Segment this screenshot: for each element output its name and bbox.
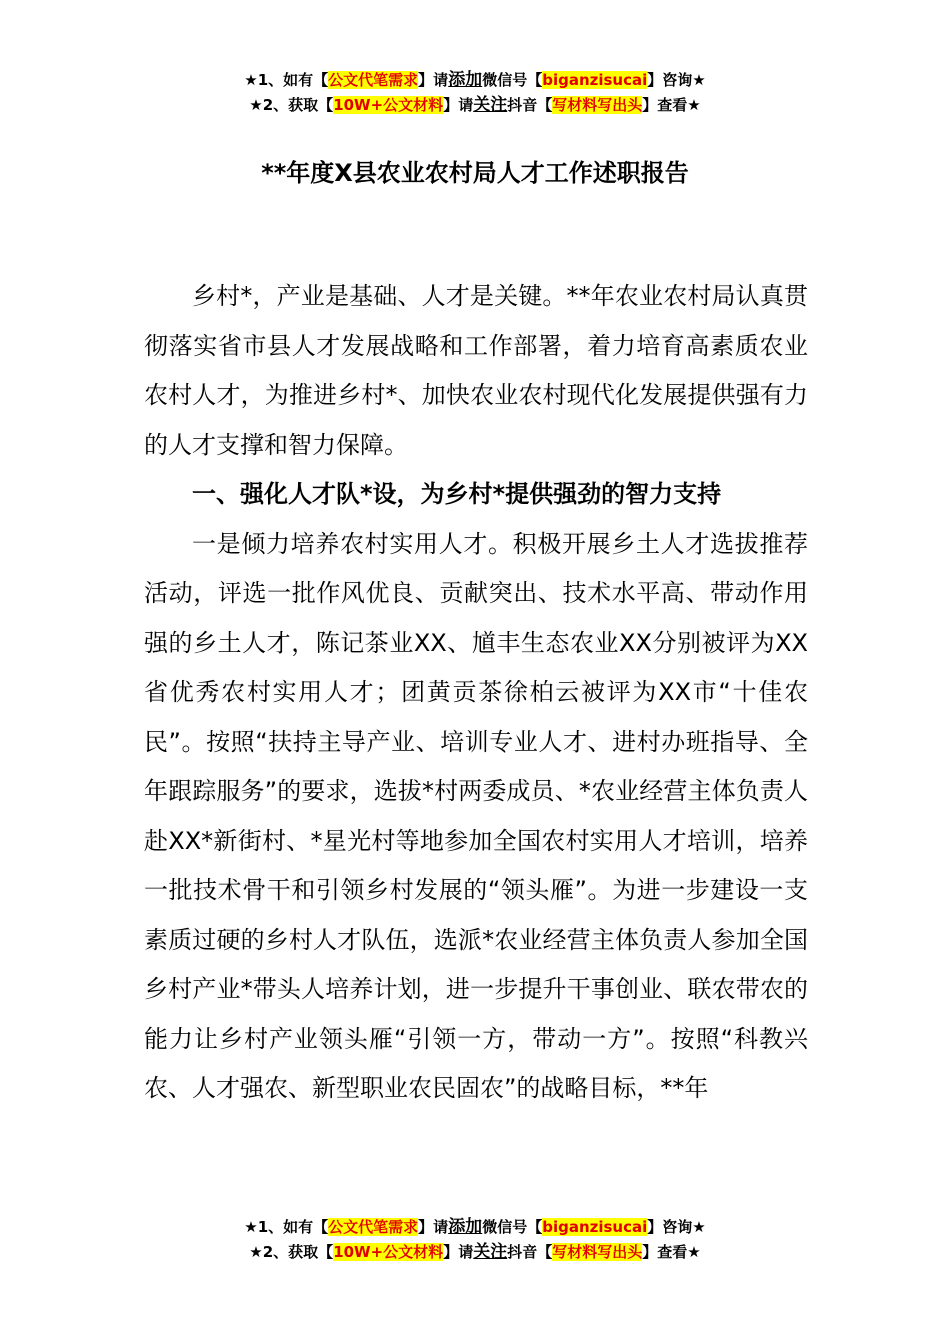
footer-line-2-mid: 】请 <box>443 1243 474 1261</box>
banner-highlight-ghostwriting: 公文代笔需求 <box>328 71 419 89</box>
footer-highlight-ghostwriting: 公文代笔需求 <box>328 1218 419 1236</box>
footer-banner-line-2 <box>0 1240 950 1265</box>
banner-line-1-mid-2: 微信号【 <box>482 71 543 89</box>
footer-highlight-materials: 10W+公文材料 <box>333 1243 444 1261</box>
footer-line-1-suffix: 】咨询★ <box>647 1218 706 1236</box>
banner-line-2-mid-2: 抖音【 <box>507 96 553 114</box>
section-heading-1: 一、强化人才队*设，为乡村*提供强劲的智力支持 <box>192 480 722 508</box>
footer-line-2-suffix: 】查看★ <box>642 1243 701 1261</box>
banner-line-1-emphasis: 添加 <box>448 70 483 90</box>
banner-line-2-prefix: ★2、获取【 <box>249 96 334 114</box>
document-body <box>144 272 808 1114</box>
banner-line-2-suffix: 】查看★ <box>642 96 701 114</box>
footer-line-1-emphasis: 添加 <box>448 1217 483 1237</box>
document-title: **年度X县农业农村局人才工作述职报告 <box>261 159 689 187</box>
banner-line-1-prefix: ★1、如有【 <box>244 71 329 89</box>
footer-highlight-wechat-id: biganzisucai <box>542 1218 648 1236</box>
banner-line-2-mid: 】请 <box>443 96 474 114</box>
header-banner <box>0 68 950 118</box>
banner-highlight-materials: 10W+公文材料 <box>333 96 444 114</box>
body-paragraph-1: 一是倾力培养农村实用人才。积极开展乡土人才选拔推荐活动，评选一批作风优良、贡献突出、技术水平高、带动作用强的乡土人才，陈记茶业XX、馗丰生态农业XX分别被评为XX省优秀农村实用人才；团黄贡茶徐柏云被评为XX市“十佳农民”。按照“扶持主导产业、培训专业人才、进村办班指导、全年跟踪服务”的要求，选拔*村两委成员、*农业经营主体负责人赴XX*新街村、*星光村等地参加全国农村实用人才培训，培养一批技术骨干和引领乡村发展的“领头雁”。为进一步建设一支素质过硬的乡村人才队伍，选派*农业经营主体负责人参加全国乡村产业*带头人培养计划，进一步提升干事创业、联农带农的能力让乡村产业领头雁“引领一方，带动一方”。按照“科教兴农、人才强农、新型职业农民固农”的战略目标，**年 <box>144 529 808 1102</box>
banner-highlight-douyin: 写材料写出头 <box>552 96 643 114</box>
footer-line-1-prefix: ★1、如有【 <box>244 1218 329 1236</box>
footer-line-2-prefix: ★2、获取【 <box>249 1243 334 1261</box>
banner-highlight-wechat-id: biganzisucai <box>542 71 648 89</box>
intro-paragraph: 乡村*，产业是基础、人才是关键。**年农业农村局认真贯彻落实省市县人才发展战略和工作部署，着力培育高素质农业农村人才，为推进乡村*、加快农业农村现代化发展提供强有力的人才支撑和智力保障。 <box>144 282 808 459</box>
footer-highlight-douyin: 写材料写出头 <box>552 1243 643 1261</box>
footer-line-1-mid: 】请 <box>418 1218 449 1236</box>
footer-line-2-emphasis: 关注 <box>473 1242 508 1262</box>
footer-line-2-mid-2: 抖音【 <box>507 1243 553 1261</box>
footer-line-1-mid-2: 微信号【 <box>482 1218 543 1236</box>
footer-banner <box>0 1215 950 1265</box>
banner-line-1-mid: 】请 <box>418 71 449 89</box>
footer-banner-line-1 <box>0 1215 950 1240</box>
banner-line-2 <box>0 93 950 118</box>
banner-line-1-suffix: 】咨询★ <box>647 71 706 89</box>
banner-line-1 <box>0 68 950 93</box>
banner-line-2-emphasis: 关注 <box>473 95 508 115</box>
